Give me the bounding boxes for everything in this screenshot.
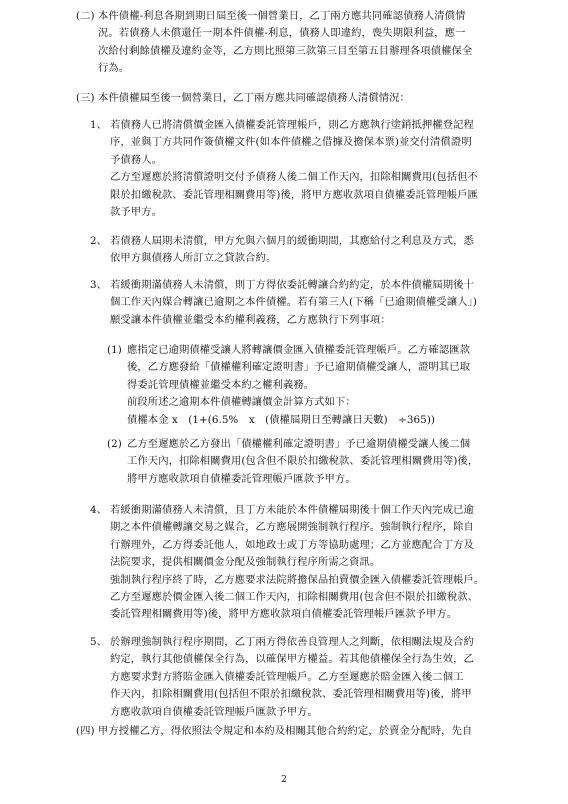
- section-marker: (四): [76, 725, 95, 737]
- text-line: 本件債權-利息各期到期日屆至後一個營業日，乙丁兩方應共同確認債務人清償情: [98, 10, 466, 22]
- section-marker: (三): [76, 92, 95, 104]
- subitem-marker: (1): [107, 344, 122, 356]
- text-line: 於辦理強制執行程序期間，乙丁兩方得依善良管理人之判斷，依相關法規及合約: [110, 636, 474, 648]
- text-line: 限於扣繳稅款、委託管理相關費用等)後，將甲方應收款項自債權委託管理帳戶匯: [110, 188, 479, 201]
- item-marker: 4、: [90, 504, 108, 516]
- formula-line: 債權本金 x (1+(6.5% x (債權屆期日至轉讓日天數) ÷365)): [127, 413, 436, 426]
- text-line: 行為。: [98, 62, 130, 75]
- subitem-1: [107, 342, 546, 429]
- item-marker: 2、: [90, 235, 108, 247]
- text-line: 行辦理外，乙方得委託他人，如地政士或丁方等協助處理；乙方並應配合丁方及: [110, 538, 474, 551]
- text-line: 甲方授權乙方，得依照法令規定和本約及相關其他合約約定，於賣金分配時，先自: [98, 725, 473, 737]
- text-line: 應指定已逾期債權受讓人將轉讓價金匯入債權委託管理帳戶。乙方確認匯款: [127, 344, 471, 356]
- text-line: 方應要求對方將賠金匯入債權委託管理帳戶。乙方至遲應於賠金匯入後二個工: [110, 670, 464, 683]
- subitem-2: [107, 436, 546, 488]
- section-4: [76, 723, 546, 740]
- item-marker: 1、: [90, 119, 108, 131]
- page-number: 2: [281, 775, 287, 785]
- text-line: 方應收款項自債權委託管理帳戶匯款予甲方。: [110, 705, 318, 718]
- text-line: 前段所述之逾期本件債權轉讓價金計算方式如下：: [127, 396, 356, 409]
- text-line: 後，乙方應發給「債權權利確定證明書」予已逾期債權受讓人，證明其已取: [127, 361, 471, 374]
- item-3-3: [90, 277, 546, 329]
- item-3-1: [90, 117, 546, 221]
- text-line: 作天內，扣除相關費用(包括但不限於扣繳稅款、委託管理相關費用等)後，將甲: [110, 688, 472, 701]
- text-line: 若債務人已將清償價金匯入債權委託管理帳戶，則乙方應執行塗銷抵押權登記程: [110, 119, 474, 131]
- text-line: 強制執行程序終了時，乙方應要求法院將擔保品拍賣價金匯入債權委託管理帳戶。: [110, 573, 485, 586]
- section-2: [76, 8, 546, 78]
- text-line: 若緩衝期滿債務人未清償，且丁方未能於本件債權屆期後十個工作天內完成已逾: [110, 504, 474, 516]
- item-marker: 3、: [90, 279, 108, 291]
- text-line: 況。若債務人未償還任一期本件債權-利息，債務人即違約，喪失期限利益，應一: [98, 27, 466, 40]
- text-line: 願受讓本件債權並繼受本約權利義務，乙方應執行下列事項：: [110, 313, 391, 326]
- subitem-marker: (2): [107, 438, 122, 450]
- text-line: 法院要求，提供相關價金分配及強制執行程序所需之資訊。: [110, 556, 381, 569]
- text-line: 本件債權屆至後一個營業日，乙丁兩方應共同確認債務人清償情況：: [98, 92, 410, 104]
- text-line: 委託管理相關費用等)後，將甲方應收款項自債權委託管理帳戶匯款予甲方。: [110, 608, 458, 621]
- text-line: 個工作天內媒合轉讓已逾期之本件債權。若有第三人(下稱「已逾期債權受讓人」): [110, 296, 477, 309]
- text-line: 若債務人屆期未清償，甲方允與六個月的緩衝期間，其應給付之利息及方式，悉: [110, 235, 474, 247]
- text-line: 期之本件債權轉讓交易之媒合，乙方應展開強制執行程序。強制執行程序，除自: [110, 521, 474, 534]
- section-3: [76, 90, 546, 107]
- text-line: 序，並與丁方共同作簽債權文件(如本件債權之借據及擔保本票)並交付清償證明: [110, 136, 472, 149]
- text-line: 得委託管理債權並繼受本約之權利義務。: [127, 378, 315, 391]
- text-line: 工作天內，扣除相關費用(包含但不限於扣繳稅款、委託管理相關費用等)後，: [127, 455, 479, 468]
- text-line: 將甲方應收款項自債權委託管理帳戶匯款予甲方。: [127, 472, 356, 485]
- text-line: 乙方至遲應於價金匯入後二個工作天內，扣除相關費用(包含但不限於扣繳稅款、: [110, 590, 479, 603]
- text-line: 次給付剩餘債權及違約金等，乙方則比照第三款第三目至第五目辦理各項債權保全: [98, 44, 473, 57]
- text-line: 乙方至遲應於乙方發出「債權權利確定證明書」予已逾期債權受讓人後二個: [127, 438, 471, 450]
- text-line: 款予甲方。: [110, 205, 162, 218]
- item-3-2: [90, 233, 546, 268]
- item-3-5: [90, 634, 546, 721]
- text-line: 予債務人。: [110, 153, 162, 166]
- item-3-4: [90, 502, 546, 624]
- section-marker: (二): [76, 10, 95, 22]
- text-line: 若緩衝期滿債務人未清償，則丁方得依委託轉讓合約約定，於本件債權屆期後十: [110, 279, 474, 291]
- text-line: 乙方至遲應於將清償證明交付予債務人後二個工作天內，扣除相關費用(包括但不: [110, 171, 479, 184]
- item-marker: 5、: [90, 636, 108, 648]
- text-line: 約定，執行其他債權保全行為，以確保甲方權益。若其他債權保全行為生效，乙: [110, 653, 474, 666]
- text-line: 依甲方與債務人所訂立之貸款合約。: [110, 252, 277, 265]
